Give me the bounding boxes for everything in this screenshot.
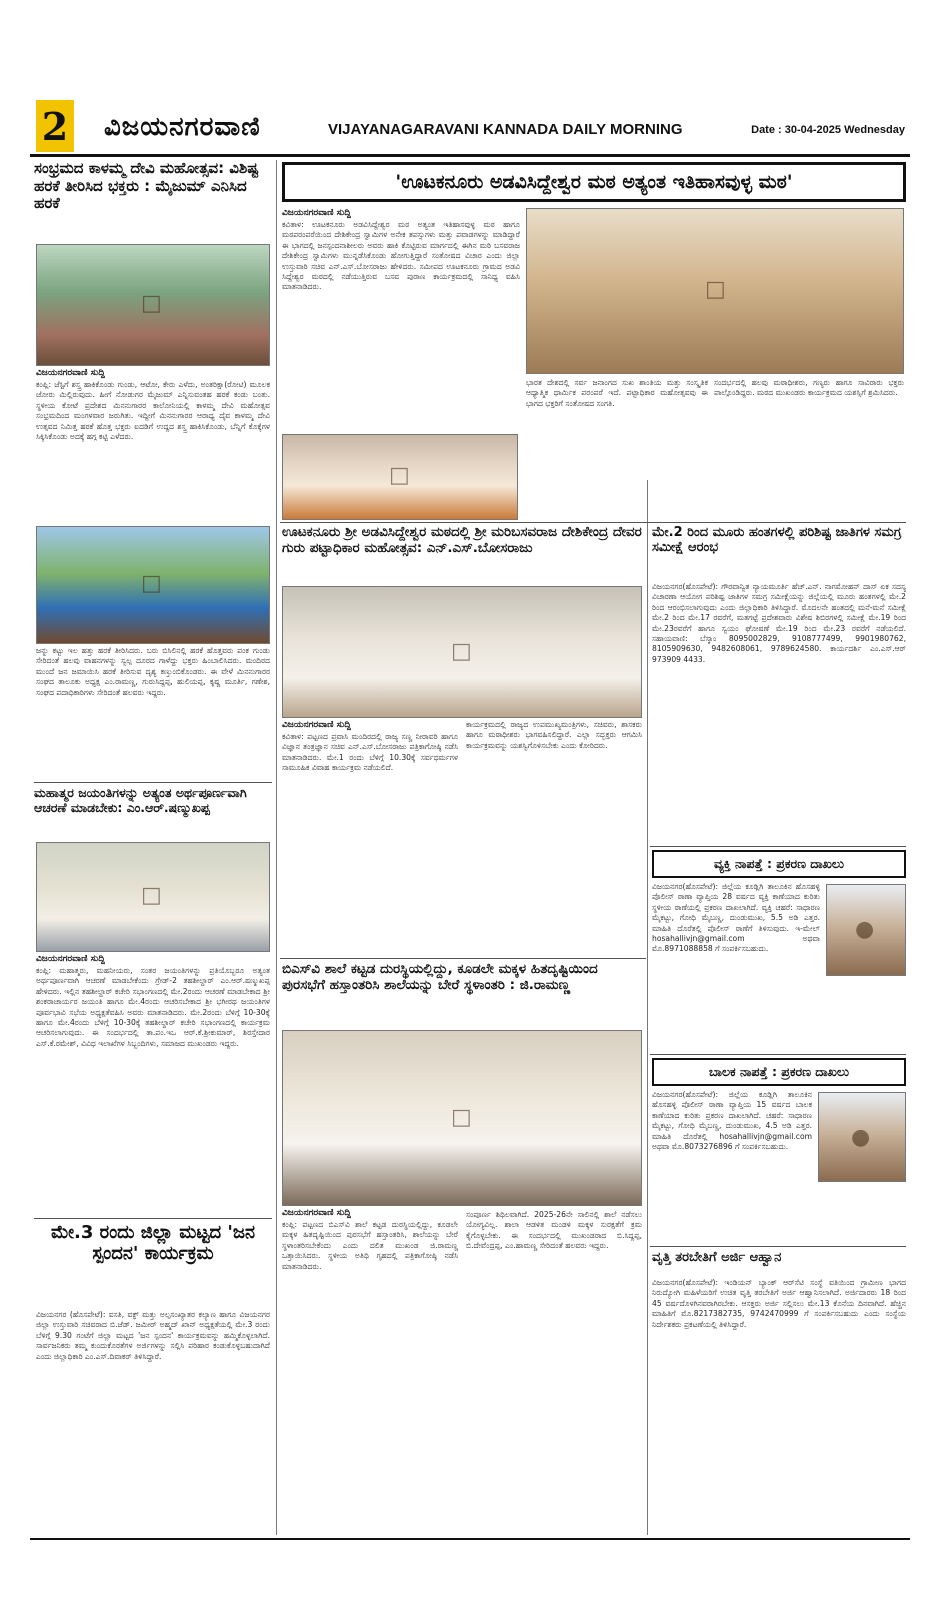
article-body: ಭಾರತ ದೇಶದಲ್ಲಿ ಸರ್ವ ಜನಾಂಗದ ಸುಖ ಶಾಂತಿಯ ಮತ್ತು ಸಂಸ್ಕೃತಿಕ ಆಧ್ಯಾತ್ಮಿಕ ಧಾರ್ಮಿಕ ಪರಂಪರೆ ಇದೆ. ಪಟ್ಟಾಧಿಕಾರ ಮಹೋತ್ಸವವು ಈ ಭಾಗದ ಭಕ್ತರಿಗೆ ಸಂತೋಷದ ಸಂಗತಿ. [526,378,708,408]
headline-person-missing: ವ್ಯಕ್ತಿ ನಾಪತ್ತೆ : ಪ್ರಕರಣ ದಾಖಲು [652,850,906,878]
image-icon: □ [705,277,726,302]
page-number: 2 [41,103,69,149]
image-icon: □ [141,883,162,908]
article-divider [34,1218,272,1219]
headline-bsv-school-building: ಬಿಎಸ್‌ವಿ ಶಾಲೆ ಕಟ್ಟಡ ದುರಸ್ಥಿಯಲ್ಲಿದ್ದು, ಕೂಡಲೇ ಮಕ್ಕಳ ಹಿತದೃಷ್ಟಿಯಿಂದ ಪುರಸಭೆಗೆ ಹಸ್ತಾಂತರಿಸಿ ಶಾಲೆಯನ್ನು ಬೇರೆ ಸ್ಥಳಾಂತರಿ : ಜಿ.ರಾಮಣ್ಣ [282,962,598,993]
article-body: ಕಂಪ್ಲಿ: ಜೆಸ್ಟಿಗೆ ಶಸ್ತ್ರ ಹಾಕಿಕೊಂಡು ಗುಂಡು, ಆಟೋ, ಕೇರು ಎಳೆದು, ಅಂತರಿಕ್ಷಾ(ರೋಟಿ) ಮೂಲಕ ಜೋರು ಮಿಲ್ಲಿರುವುದು. ಹೀಗೆ ನೋಡುಗರ ಮೈಜುಮ್ ಎನ್ನಿಸುವಂತಹ ಹರಕೆ ಕಂಡು ಬಂತು. ಸ್ಥಳೀಯ ಕೋಟೆ ಪ್ರದೇಶದ ಮಿನನುಗಾರರ ಕಾಲೋನಿಯಲ್ಲಿ ಕಾಳಮ್ಮ ದೇವಿ ಮಹೋತ್ಸವ ಸಂಭ್ರಮದಿಂದ ಮಂಗಳವಾರ ಜರುಗಿತು. ಇದ್ದೀಗೆ ಮಿನನುಗಾರರ ಆರಾಧ್ಯ ದೈವ ಕಾಳಮ್ಮ ದೇವಿ ಉತ್ಸವದ ನಿಮಿತ್ತ ಹರಕೆ ಹೊತ್ತ ಭಕ್ತರು ಐದಡಿಗೆ ಉದ್ದದ ಶಸ್ತ್ರ ಹಾಕಿಸಿಕೊಂಡು, ಬೆನ್ನಿಗೆ ಕೊಕ್ಕೆಗಳ ಸಿಕ್ಕಿಸಿಕೊಂಡು ಅದಕ್ಕೆ ಹಗ್ಗ ಕಟ್ಟಿ ಎಳೆದರು. [36,380,270,442]
masthead-title-kn: ವಿಜಯನಗರವಾಣಿ [104,112,261,142]
photo-missing-boy [818,1092,906,1182]
byline: ವಿಜಯನಗರವಾಣಿ ಸುದ್ದಿ [282,720,351,730]
article-body: ಕಂಪ್ಲಿ: ಮಹಾತ್ಮರು, ಮಹನೀಯರು, ಸಂತರ ಜಯಂತಿಗಳನ್ನು ಪ್ರತಿಯೊಬ್ಬರೂ ಅತ್ಯಂತ ಅರ್ಥಪೂರ್ಣವಾಗಿ ಆಚರಣೆ ಮಾಡಬೇಕೆಂದು ಗ್ರೇಡ್-2 ತಹಶೀಲ್ದಾರ್ ಎಂ.ಆರ್.ಷಣ್ಮುಖಪ್ಪ ಹೇಳಿದರು. ಇಲ್ಲಿನ ತಹಶೀಲ್ದಾರ್ ಕಚೇರಿ ಸಭಾಂಗಣದಲ್ಲಿ ಮೇ.2ರಂದು ಆಚರಣೆ ಮಾಡಬೇಕಾದ ಶ್ರೀ ಶಂಕರಾಚಾರ್ಯರ ಜಯಂತಿ ಹಾಗೂ ಮೇ.4ರಂದು ಆಚರಿಸಬೇಕಾದ ಶ್ರೀ ಭಗೀರಥ ಜಯಂತಿಗಳ ಪೂರ್ವಭಾವಿ ಸಭೆಯ ಅಧ್ಯಕ್ಷತೆವಹಿಸಿ ಅವರು ಮಾತನಾಡಿದರು. ಮೇ.2ರಂದು ಬೆಳಿಗ್ಗೆ 10-30ಕ್ಕೆ ಹಾಗೂ ಮೇ.4ರಂದು ಬೆಳಿಗ್ಗೆ 10-30ಕ್ಕೆ ತಹಶೀಲ್ದಾರ್ ಕಚೇರಿ ಸಭಾಂಗಣದಲ್ಲಿ ಕಾರ್ಯಕ್ರಮ ಆಚರಿಸಲಾಗುವುದು. ಈ ಸಂದರ್ಭದಲ್ಲಿ ತಾ.ಪಂ.ಇಒ ಆರ್.ಕೆ.ಶ್ರೀಕುಮಾರ್, ಶಿರಸ್ತೇದಾರ ಎಸ್.ಕೆ.ರಮೇಶ್, ವಿವಿಧ ಇಲಾಖೆಗಳ ಸಿಬ್ಬಂದಿಗಳು, ಸಮಾಜದ ಮುಖಂಡರು ಇದ್ದರು. [36,966,270,1048]
photo-press-conference [282,1030,642,1206]
column-divider [647,480,648,1535]
photo-decorated-tractor [36,526,270,644]
headline-jana-spandana: ಮೇ.3 ರಂದು ಜಿಲ್ಲಾ ಮಟ್ಟದ 'ಜನ ಸ್ಪಂದನ' ಕಾರ್ಯಕ್ರಮ [51,1222,255,1265]
image-icon: □ [389,463,410,488]
headline-kalamma-festival: ಸಂಭ್ರಮದ ಕಾಳಮ್ಮ ದೇವಿ ಮಹೋತ್ಸವ: ವಿಶಿಷ್ಟ ಹರಕೆ ತೀರಿಸಿದ ಭಕ್ತರು : ಮೈಜುಮ್ ಎನಿಸಿದ ಹರಕೆ [34,160,259,213]
masthead-title-en: VIJAYANAGARAVANI KANNADA DAILY MORNING [328,121,683,138]
image-icon: □ [141,291,162,316]
headline-sc-survey: ಮೇ.2 ರಿಂದ ಮೂರು ಹಂತಗಳಲ್ಲಿ ಪರಿಶಿಷ್ಟ ಜಾತಿಗಳ ಸಮಗ್ರ ಸಮೀಕ್ಷೆ ಆರಂಭ [652,525,902,556]
article-body: ವಿಜಯನಗರ (ಹೊಸಪೇಟೆ): ವಸತಿ, ವಕ್ಫ್ ಮತ್ತು ಅಲ್ಪಸಂಖ್ಯಾತರ ಕಲ್ಯಾಣ ಹಾಗೂ ವಿಜಯನಗರ ಜಿಲ್ಲಾ ಉಸ್ತುವಾರಿ ಸಚಿವರಾದ ಬಿ.ಜೆಡ್. ಜಮೀರ್ ಅಹ್ಮದ್ ಖಾನ್ ಅಧ್ಯಕ್ಷತೆಯಲ್ಲಿ ಮೇ.3 ರಂದು ಬೆಳಿಗ್ಗೆ 9.30 ಗಂಟೆಗೆ ಜಿಲ್ಲಾ ಮಟ್ಟದ 'ಜನ ಸ್ಪಂದನ' ಕಾರ್ಯಕ್ರಮವನ್ನು ಹಮ್ಮಿಕೊಳ್ಳಲಾಗಿದೆ. ಸಾರ್ವಜನಿಕರು ತಮ್ಮ ಕುಂದುಕೊರತೆಗಳ ಅರ್ಜಿಗಳನ್ನು ಸಲ್ಲಿಸಿ ಪರಿಹಾರ ಕಂಡುಕೊಳ್ಳಬಹುದಾಗಿದೆ ಎಂದು ಜಿಲ್ಲಾಧಿಕಾರಿ ಎಂ.ಎಸ್.ದಿವಾಕರ್ ತಿಳಿಸಿದ್ದಾರೆ. [36,1310,270,1361]
article-body: ಕವಿತಾಳ: ಪಟ್ಟಣದ ಪ್ರವಾಸಿ ಮಂದಿರದಲ್ಲಿ ರಾಜ್ಯ ಸಣ್ಣ ನೀರಾವರಿ ಹಾಗೂ ವಿಜ್ಞಾನ ತಂತ್ರಜ್ಞಾನ ಸಚಿವ ಎನ್.ಎಸ್.ಬೋಸರಾಜು ಪತ್ರಿಕಾಗೋಷ್ಠಿ ನಡೆಸಿ ಮಾತನಾಡಿದರು. ಮೇ.1 ರಂದು ಬೆಳಿಗ್ಗೆ 10.30ಕ್ಕೆ ಸರ್ವಧರ್ಮಗಳ ಸಾಮೂಹಿಕ ವಿವಾಹ ಕಾರ್ಯಕ್ರಮ ನಡೆಯಲಿದೆ. [282,732,458,773]
byline: ವಿಜಯನಗರವಾಣಿ ಸುದ್ದಿ [36,368,105,378]
article-body: ವಿಜಯನಗರ(ಹೊಸಪೇಟೆ): ಜಿಲ್ಲೆಯ ಕೂಡ್ಲಿಗಿ ತಾಲೂಕಿನ ಹೊಸಹಳ್ಳಿ ಪೊಲೀಸ್ ಠಾಣಾ ವ್ಯಾಪ್ತಿಯ 15 ವರ್ಷದ ಬಾಲಕ ಕಾಣೆಯಾದ ಕುರಿತು ಪ್ರಕರಣ ದಾಖಲಾಗಿದೆ. ಚಹರೆ: ಸಾಧಾರಣ ಮೈಕಟ್ಟು, ಗೋಧಿ ಮೈಬಣ್ಣ, ದುಂಡುಮುಖ, 4.5 ಅಡಿ ಎತ್ತರ. ಮಾಹಿತಿ ದೊರೆತಲ್ಲಿ hosahallivjn@gmail.com ಅಥವಾ ಮೊ.8073276896 ಗೆ ಸಂಪರ್ಕಿಸಬಹುದು. [652,1090,812,1152]
byline: ವಿಜಯನಗರವಾಣಿ ಸುದ್ದಿ [282,1208,351,1218]
byline: ವಿಜಯನಗರವಾಣಿ ಸುದ್ದಿ [36,954,105,964]
article-body: ಕಾರ್ಯಕ್ರಮದಲ್ಲಿ ರಾಜ್ಯದ ಉಪಮುಖ್ಯಮಂತ್ರಿಗಳು, ಸಚಿವರು, ಶಾಸಕರು ಹಾಗೂ ಮಠಾಧೀಶರು ಭಾಗವಹಿಸಲಿದ್ದಾರೆ. ಎಲ್ಲಾ ಸದ್ಭಕ್ತರು ಆಗಮಿಸಿ ಕಾರ್ಯಕ್ರಮವನ್ನು ಯಶಸ್ವಿಗೊಳಿಸಬೇಕು ಎಂದು ಕೋರಿದರು. [466,720,642,750]
page-bottom-rule [30,1538,910,1540]
article-body: ಸಂಪೂರ್ಣ ಶಿಥಿಲವಾಗಿದೆ. 2025-26ನೇ ಸಾಲಿನಲ್ಲಿ ಶಾಲೆ ನಡೆಸಲು ಯೋಗ್ಯವಿಲ್ಲ. ಶಾಲಾ ಆಡಳಿತ ಮಂಡಳಿ ಮಕ್ಕಳ ಸುರಕ್ಷತೆಗೆ ಕ್ರಮ ಕೈಗೊಳ್ಳಬೇಕು. ಈ ಸಂದರ್ಭದಲ್ಲಿ ಮುಖಂಡರಾದ ಬಿ.ಸಿದ್ದಪ್ಪ, ಬಿ.ದೇವೆಂದ್ರಪ್ಪ, ಎಂ.ಹಾಮಣ್ಣ ಸೇರಿದಂತೆ ಹಲವರು ಇದ್ದರು. [466,1210,642,1251]
headline-boy-missing: ಬಾಲಕ ನಾಪತ್ತೆ : ಪ್ರಕರಣ ದಾಖಲು [652,1058,906,1086]
page-number-badge [36,100,74,152]
headline-utakanur-math: 'ಊಟಕನೂರು ಅಡವಿಸಿದ್ದೇಶ್ವರ ಮಠ ಅತ್ಯಂತ ಇತಿಹಾಸವುಳ್ಳ ಮಠ' [282,162,906,202]
headline-jayanti-celebration: ಮಹಾತ್ಮರ ಜಯಂತಿಗಳನ್ನು ಅತ್ಯಂತ ಅರ್ಥಪೂರ್ಣವಾಗಿ ಆಚರಣೆ ಮಾಡಬೇಕು: ಎಂ.ಆರ್.ಷಣ್ಮುಖಪ್ಪ [34,786,247,815]
article-divider [650,1054,906,1055]
photo-meeting-hall [36,842,270,952]
article-divider [650,846,906,847]
article-body: ಸಂದರ್ಭದಲ್ಲಿ ಹಲವು ಮಠಾಧೀಶರು, ಗಣ್ಯರು ಹಾಗೂ ಸಾವಿರಾರು ಭಕ್ತರು ಪಾಲ್ಗೊಂಡಿದ್ದರು. ಮಠದ ಮುಖಂಡರು ಕಾರ್ಯಕ್ರಮದ ಯಶಸ್ಸಿಗೆ ಶ್ರಮಿಸಿದರು. [714,378,904,398]
person-icon: ● [855,917,875,942]
article-body: ವಿಜಯನಗರ(ಹೊಸಪೇಟೆ): ಜಿಲ್ಲೆಯ ಕೂಡ್ಲಿಗಿ ತಾಲೂಕಿನ ಹೊಸಹಳ್ಳಿ ಪೊಲೀಸ್ ಠಾಣಾ ವ್ಯಾಪ್ತಿಯ 28 ವರ್ಷದ ವ್ಯಕ್ತಿ ಕಾಣೆಯಾದ ಕುರಿತು ಸ್ಥಳೀಯ ಠಾಣೆಯಲ್ಲಿ ಪ್ರಕರಣ ದಾಖಲಾಗಿದೆ. ವ್ಯಕ್ತಿ ಚಹರೆ: ಸಾಧಾರಣ ಮೈಕಟ್ಟು, ಗೋಧಿ ಮೈಬಣ್ಣ, ದುಂಡುಮುಖ, 5.5 ಅಡಿ ಎತ್ತರ. ಮಾಹಿತಿ ದೊರೆತಲ್ಲಿ ಪೊಲೀಸ್ ಠಾಣೆಗೆ ತಿಳಿಸುವುದು. ಇ-ಮೇಲ್ hosahallivjn@gmail.com ಅಥವಾ ಮೊ.8971088858 ಗೆ ಸಂಪರ್ಕಿಸಬಹುದು. [652,882,820,954]
photo-missing-person [826,884,906,976]
article-body: ವಿಜಯನಗರ(ಹೊಸಪೇಟೆ): ಗೌರವಾನ್ವಿತ ನ್ಯಾಯಮೂರ್ತಿ ಹೆಚ್.ಎನ್. ನಾಗಮೋಹನ್ ದಾಸ್ ಏಕ ಸದಸ್ಯ ವಿಚಾರಣಾ ಆಯೋಗ ಪರಿಶಿಷ್ಟ ಜಾತಿಗಳ ಸಮಗ್ರ ಸಮೀಕ್ಷೆಯನ್ನು ಜಿಲ್ಲೆಯಲ್ಲಿ ಮೂರು ಹಂತಗಳಲ್ಲಿ ಮೇ.2 ರಿಂದ ಆರಂಭಿಸಲಾಗುವುದು ಎಂದು ಜಿಲ್ಲಾಧಿಕಾರಿ ತಿಳಿಸಿದ್ದಾರೆ. ಮೊದಲನೇ ಹಂತದಲ್ಲಿ ಮನೆ-ಮನೆ ಸಮೀಕ್ಷೆ ಮೇ.2 ರಿಂದ ಮೇ.17 ರವರೆಗೆ, ಮತಗಟ್ಟೆ ಪ್ರದೇಶವಾರು ವಿಶೇಷ ಶಿಬಿರಗಳಲ್ಲಿ ಸಮೀಕ್ಷೆ ಮೇ.19 ರಿಂದ ಮೇ.23ರವರೆಗೆ ಹಾಗೂ ಸ್ವಯಂ ಘೋಷಣೆ ಮೇ.19 ರಿಂದ ಮೇ.23 ರವರೆಗೆ ನಡೆಯಲಿದೆ. ಸಹಾಯವಾಣಿ: ಬೆಸ್ಕಾಂ 8095002829, 9108777499, 9901980762, 8105909630, 9482608061, 9789624580. ಕಾರ್ಯದರ್ಶಿ ಎಂ.ಎಸ್.ಆರ್ 973909 4433. [652,582,906,664]
article-body: ಕವಿತಾಳ: ಊಟಕನೂರು ಅಡವಿಸಿದ್ದೇಶ್ವರ ಮಠ ಅತ್ಯಂತ ಇತಿಹಾಸವುಳ್ಳ ಮಠ ಹಾಗೂ ಮಠಪರಂಪರೆಯಿಂದ ದೇಶಿಕೇಂದ್ರ ಸ್ವಾಮಿಗಳ ಅನೇಕ ತಪಸ್ಸುಗಳು ಮತ್ತು ಪವಾಡಗಳನ್ನು ಮಾಡಿದ್ದಾರೆ ಈ ಭಾಗದಲ್ಲಿ ಜನಸ್ಪಂದನಾಶೀಲರು ಅವರು ಹಾಕಿ ಕೊಟ್ಟಿರುವ ಮಾರ್ಗದಲ್ಲಿ ಈಗಿನ ಮಠಿ ಬಸವರಾಜ ದೇಶಿಕೇಂದ್ರ ಸ್ವಾಮಿಗಳು ಮುನ್ನಡೆಸಿಕೊಂಡು ಹೋಗುತ್ತಿದ್ದಾರೆ ಸಂತೋಷದ ವಿಚಾರ ಎಂದು ಜಿಲ್ಲಾ ಉಸ್ತುವಾರಿ ಸಚಿವ ಎನ್.ಎಸ್.ಬೋಸರಾಜು ಹೇಳಿದರು. ಸಮೀಪದ ಊಟಕನೂರು ಗ್ರಾಮದ ಅಡವಿ ಸಿದ್ದೇಶ್ವರ ಮಠದಲ್ಲಿ ನಡೆಯುತ್ತಿರುವ ಬಸವ ಪುರಾಣ ಕಾರ್ಯಕ್ರಮದಲ್ಲಿ ಸಾನಿಧ್ಯ ವಹಿಸಿ ಮಾತನಾಡಿದರು. [282,220,520,292]
image-icon: □ [451,639,472,664]
article-divider [280,522,906,523]
person-icon: ● [851,1125,871,1150]
image-icon: □ [141,571,162,596]
masthead-date: Date : 30-04-2025 Wednesday [751,124,905,136]
article-body: ಕಂಪ್ಲಿ: ಪಟ್ಟಣದ ಬಿಎಸ್‌ವಿ ಶಾಲೆ ಕಟ್ಟಡ ದುರಸ್ಥಿಯಲ್ಲಿದ್ದು, ಕೂಡಲೇ ಮಕ್ಕಳ ಹಿತದೃಷ್ಟಿಯಿಂದ ಪುರಸಭೆಗೆ ಹಸ್ತಾಂತರಿಸಿ, ಶಾಲೆಯನ್ನು ಬೇರೆ ಸ್ಥಳಾಂತರಿಸಬೇಕೆಂದು ಎಂದು ದಲಿತ ಮುಖಂಡ ಜಿ.ರಾಮಣ್ಣ ಒತ್ತಾಯಿಸಿದರು. ಸ್ಥಳೀಯ ಅತಿಥಿ ಗೃಹದಲ್ಲಿ ಪತ್ರಿಕಾಗೋಷ್ಠಿ ನಡೆಸಿ ಮಾತನಾಡಿದರು. [282,1220,458,1271]
image-icon: □ [451,1105,472,1130]
column-divider [276,160,277,1535]
article-body: ಜನ್ನು ಕಟ್ಟು ಇಲ ಹತ್ತು ಹರಕೆ ತೀರಿಸಿದರು. ಬರು ಬಿಸಿಲಿನಲ್ಲಿ ಹರಕೆ ಹೊತ್ತವರು ಪಂಕ ಗುಂಡು ಸೇರಿದಂತೆ ಹಲವು ವಾಹನಗಳನ್ನು ಸ್ವಲ್ಪ ದೂರದ ಗಾಳೆದ್ದು ಭಕ್ತರು ಹಿಂಬಾಲಿಸಿದರು. ಮಂದಿರದ ಮುಂದೆ ಜನ ಜಮಾಯಿಸಿ ಹರಕೆ ತೀರಿಸುವ ದೃಶ್ಯ ಕಣ್ತುಂಬಿಕೊಂಡರು. ಈ ವೇಳೆ ಮಿನನುಗಾರರ ಸಂಘದ ತಾಲೂಕು ಅಧ್ಯಕ್ಷ ಎಂ.ರಾಮಣ್ಣ, ಗುರುಸಿದ್ದಪ್ಪ, ಹುಲಿಯಪ್ಪ, ಕೃಷ್ಣ ಮೂರ್ತಿ, ಗಣೇಶ, ಸಂಘದ ಪದಾಧಿಕಾರಿಗಳು ಸೇರಿದಂತೆ ಹಲವರು ಇದ್ದರು. [36,646,270,697]
photo-swamiji-lamp-lighting [526,208,904,374]
masthead-rule [30,154,910,157]
article-divider [280,958,646,959]
article-body: ವಿಜಯನಗರ(ಹೊಸಪೇಟೆ): ಇಂಡಿಯನ್ ಬ್ಯಾಂಕ್ ಆರ್‌ಸೆಟಿ ಸಂಸ್ಥೆ ವತಿಯಿಂದ ಗ್ರಾಮೀಣ ಭಾಗದ ನಿರುದ್ಯೋಗಿ ಮಹಿಳೆಯರಿಗೆ ಉಚಿತ ವೃತ್ತಿ ತರಬೇತಿಗೆ ಅರ್ಜಿ ಆಹ್ವಾನಿಸಲಾಗಿದೆ. ಅರ್ಜಿದಾರರು 18 ರಿಂದ 45 ವರ್ಷದೊಳಗಿನವರಾಗಿರಬೇಕು. ಆಸಕ್ತರು ಅರ್ಜಿ ಸಲ್ಲಿಸಲು ಮೇ.13 ಕೊನೆಯ ದಿನವಾಗಿದೆ. ಹೆಚ್ಚಿನ ಮಾಹಿತಿಗೆ ಮೊ.8217382735, 9742470999 ಗೆ ಸಂಪರ್ಕಿಸಬಹುದು ಎಂದು ಸಂಸ್ಥೆಯ ನಿರ್ದೇಶಕರು ಪ್ರಕಟಣೆಯಲ್ಲಿ ತಿಳಿಸಿದ್ದಾರೆ. [652,1278,906,1329]
headline-vocational-training: ವೃತ್ತಿ ತರಬೇತಿಗೆ ಅರ್ಜಿ ಆಹ್ವಾನ [652,1250,782,1265]
article-divider [34,782,272,783]
photo-festival-crowd [36,244,270,366]
photo-religious-stage [282,434,518,520]
byline: ವಿಜಯನಗರವಾಣಿ ಸುದ್ದಿ [282,208,351,218]
photo-press-meet-group [282,586,642,718]
article-divider [650,1246,906,1247]
headline-pattadhikara-mahotsava: ಊಟಕನೂರು ಶ್ರೀ ಅಡವಿಸಿದ್ದೇಶ್ವರ ಮಠದಲ್ಲಿ ಶ್ರೀ ಮರಿಬಸವರಾಜ ದೇಶಿಕೇಂದ್ರ ದೇವರ ಗುರು ಪಟ್ಟಾಧಿಕಾರ ಮಹೋತ್ಸವ: ಎನ್.ಎಸ್.ಬೋಸರಾಜು [282,525,642,556]
